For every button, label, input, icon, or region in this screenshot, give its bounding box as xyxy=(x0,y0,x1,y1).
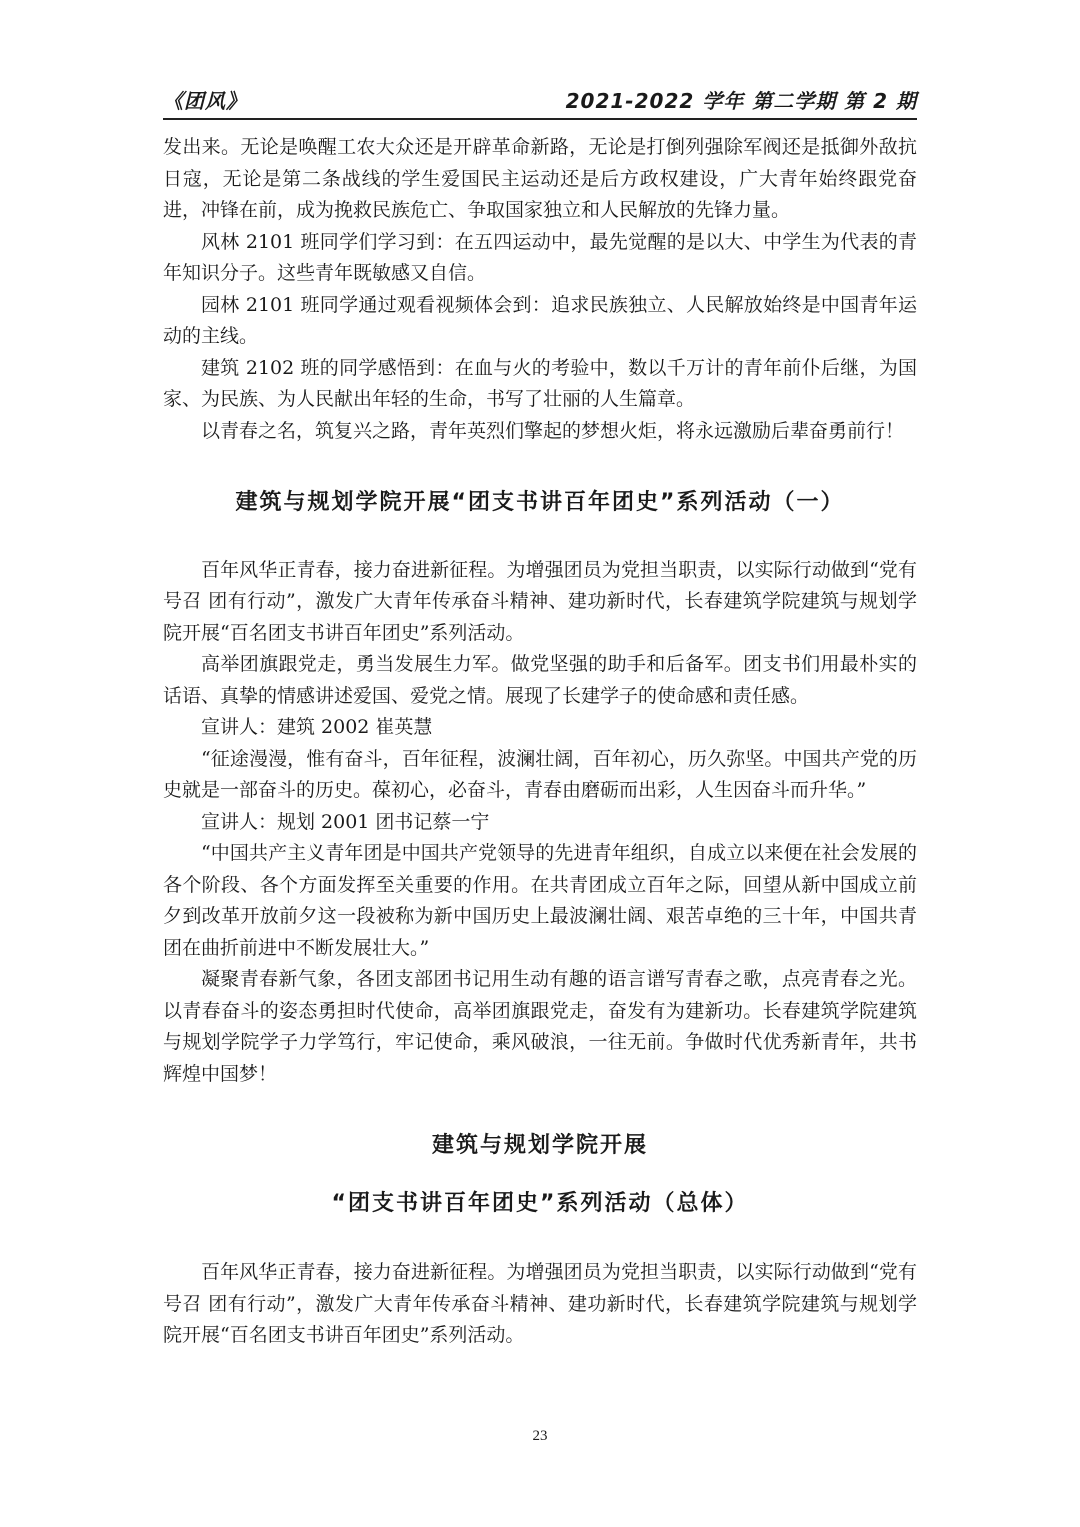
section-one-title: 建筑与规划学院开展“团支书讲百年团史”系列活动（一） xyxy=(235,490,845,515)
paragraph: 百年风华正青春，接力奋进新征程。为增强团员为党担当职责，以实际行动做到“党有号召 团有行动”，激发广大青年传承奋斗精神、建功新时代，长春建筑学院建筑与规划学院开展“百名团支书讲百年团史”系列活动。 xyxy=(163,558,917,644)
running-header xyxy=(163,78,917,114)
journal-title: 《团风》 xyxy=(163,89,247,113)
paragraph: 高举团旗跟党走，勇当发展生力军。做党坚强的助手和后备军。团支书们用最朴实的话语、真挚的情感讲述爱国、爱党之情。展现了长建学子的使命感和责任感。 xyxy=(163,653,917,707)
header-rule xyxy=(163,118,917,120)
issue-info: 2021-2022 学年 第二学期 第 2 期 xyxy=(565,89,917,113)
paragraph: 园林 2101 班同学通过观看视频体会到：追求民族独立、人民解放始终是中国青年运动的主线。 xyxy=(163,293,917,347)
paragraph: 建筑 2102 班的同学感悟到：在血与火的考验中，数以千万计的青年前仆后继，为国家、为民族、为人民献出年轻的生命，书写了壮丽的人生篇章。 xyxy=(163,356,917,410)
paragraph: 凝聚青春新气象，各团支部团书记用生动有趣的语言谱写青春之歌，点亮青春之光。以青春奋斗的姿态勇担时代使命，高举团旗跟党走，奋发有为建新功。长春建筑学院建筑与规划学院学子力学笃行，牢记使命，乘风破浪，一往无前。争做时代优秀新青年，共书辉煌中国梦！ xyxy=(163,968,917,1085)
article-body xyxy=(163,132,917,1352)
quote-paragraph: “中国共产主义青年团是中国共产党领导的先进青年组织，自成立以来便在社会发展的各个阶段、各个方面发挥至关重要的作用。在共青团成立百年之际，回望从新中国成立前夕到改革开放前夕这一段被称为新中国历史上最波澜壮阔、艰苦卓绝的三十年，中国共青团在曲折前进中不断发展壮大。” xyxy=(163,842,917,959)
quote-paragraph: “征途漫漫，惟有奋斗，百年征程，波澜壮阔，百年初心，历久弥坚。中国共产党的历史就是一部奋斗的历史。葆初心，必奋斗，青春由磨砺而出彩，人生因奋斗而升华。” xyxy=(163,747,917,801)
section-two-title-line1: 建筑与规划学院开展 xyxy=(431,1133,648,1158)
speaker-line: 宣讲人：规划 2001 团书记蔡一宁 xyxy=(201,810,490,833)
paragraph: 以青春之名，筑复兴之路，青年英烈们擎起的梦想火炬，将永远激励后辈奋勇前行！ xyxy=(201,419,905,442)
paragraph: 风林 2101 班同学们学习到：在五四运动中，最先觉醒的是以大、中学生为代表的青年知识分子。这些青年既敏感又自信。 xyxy=(163,230,917,284)
paragraph: 发出来。无论是唤醒工农大众还是开辟革命新路，无论是打倒列强除军阀还是抵御外敌抗日寇，无论是第二条战线的学生爱国民主运动还是后方政权建设，广大青年始终跟党奋进，冲锋在前，成为挽救民族危亡、争取国家独立和人民解放的先锋力量。 xyxy=(163,136,917,221)
section-two-title-line2: “团支书讲百年团史”系列活动（总体） xyxy=(331,1190,749,1216)
speaker-line: 宣讲人：建筑 2002 崔英慧 xyxy=(201,716,433,738)
paragraph: 百年风华正青春，接力奋进新征程。为增强团员为党担当职责，以实际行动做到“党有号召 团有行动”，激发广大青年传承奋斗精神、建功新时代，长春建筑学院建筑与规划学院开展“百名团支书讲百年团史”系列活动。 xyxy=(163,1261,917,1346)
page-number: 23 xyxy=(532,1428,548,1444)
